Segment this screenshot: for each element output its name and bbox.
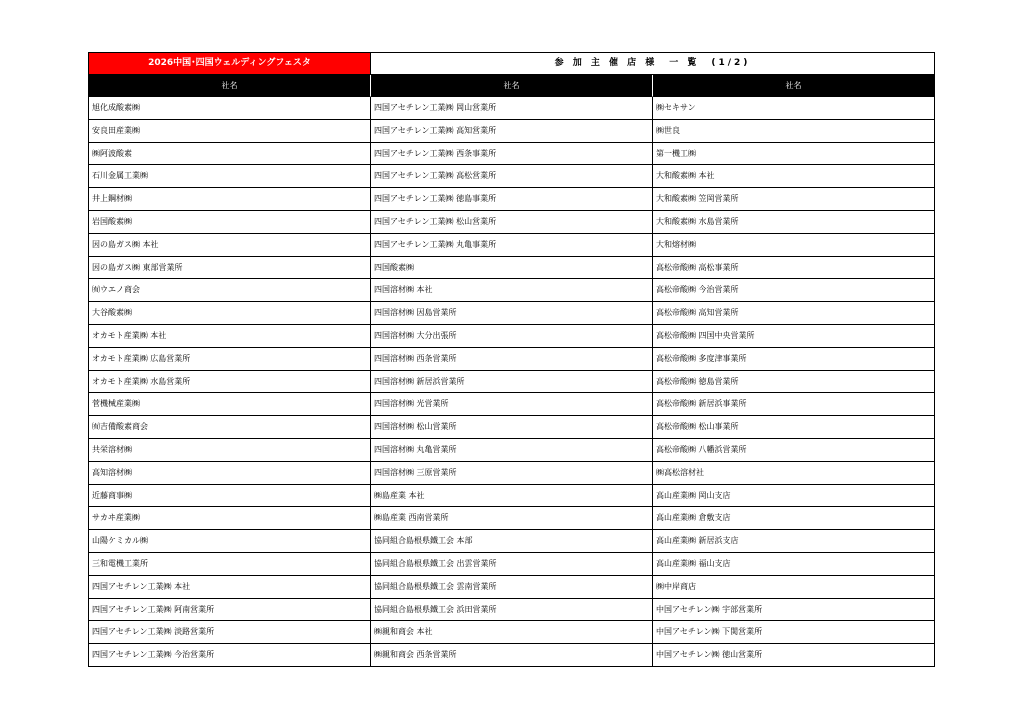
table-row [88,97,935,120]
table-row [88,553,935,576]
company-name-cell: 高松帝酸㈱ 今治営業所 [652,279,935,302]
table-row [88,165,935,188]
table-row [88,485,935,508]
table-row [88,621,935,644]
company-name-cell: 中国アセチレン㈱ 宇部営業所 [652,599,935,622]
company-name-cell: 四国アセチレン工業㈱ 高知営業所 [370,120,652,143]
table-row [88,576,935,599]
company-name-cell: 四国アセチレン工業㈱ 丸亀事業所 [370,234,652,257]
table-row [88,188,935,211]
company-name-cell: ㈱島産業 西南営業所 [370,507,652,530]
company-name-cell: 四国溶材㈱ 光営業所 [370,393,652,416]
table-row [88,393,935,416]
participant-list-sheet [88,52,935,667]
company-name-cell: 四国アセチレン工業㈱ 徳島事業所 [370,188,652,211]
company-name-cell: ㈱中岸商店 [652,576,935,599]
table-row [88,234,935,257]
company-name-cell: 中国アセチレン㈱ 下関営業所 [652,621,935,644]
company-name-cell: 因の島ガス㈱ 本社 [88,234,370,257]
company-name-cell: 中国アセチレン㈱ 徳山営業所 [652,644,935,667]
company-name-cell: ㈱セキサン [652,97,935,120]
company-name-cell: ㈲吉備酸素商会 [88,416,370,439]
company-name-cell: ㈲ウエノ商会 [88,279,370,302]
company-name-cell: ㈱阿波酸素 [88,143,370,166]
company-name-cell: 四国アセチレン工業㈱ 今治営業所 [88,644,370,667]
company-name-cell: ㈱親和商会 本社 [370,621,652,644]
table-row [88,462,935,485]
company-name-cell: 旭化成酸素㈱ [88,97,370,120]
company-name-cell: 菅機械産業㈱ [88,393,370,416]
company-name-cell: 四国アセチレン工業㈱ 本社 [88,576,370,599]
table-row [88,530,935,553]
company-name-cell: 四国溶材㈱ 丸亀営業所 [370,439,652,462]
company-name-cell: 四国アセチレン工業㈱ 高松営業所 [370,165,652,188]
company-name-cell: 大和酸素㈱ 水島営業所 [652,211,935,234]
list-title: 参 加 主 催 店 様 一 覧 (1/2) [370,52,935,75]
company-name-cell: ㈱島産業 本社 [370,485,652,508]
table-row [88,143,935,166]
company-name-cell: 高知溶材㈱ [88,462,370,485]
table-row [88,302,935,325]
company-name-cell: 共栄溶材㈱ [88,439,370,462]
company-name-cell: オカモト産業㈱ 広島営業所 [88,348,370,371]
company-name-cell: 四国アセチレン工業㈱ 松山営業所 [370,211,652,234]
company-name-cell: 大谷酸素㈱ [88,302,370,325]
company-name-cell: ㈱親和商会 西条営業所 [370,644,652,667]
company-name-cell: 高松帝酸㈱ 新居浜事業所 [652,393,935,416]
table-row [88,211,935,234]
company-name-cell: 高松帝酸㈱ 高松事業所 [652,257,935,280]
company-name-cell: 四国溶材㈱ 新居浜営業所 [370,371,652,394]
column-header: 社名 [88,75,370,97]
company-name-cell: 高松帝酸㈱ 高知営業所 [652,302,935,325]
table-row [88,599,935,622]
company-name-cell: 山陽ケミカル㈱ [88,530,370,553]
company-name-cell: ㈱世良 [652,120,935,143]
company-name-cell: 四国溶材㈱ 因島営業所 [370,302,652,325]
table-row [88,325,935,348]
company-name-cell: 三和電機工業所 [88,553,370,576]
table-row [88,416,935,439]
company-name-cell: 四国溶材㈱ 三原営業所 [370,462,652,485]
table-row [88,371,935,394]
company-name-cell: 安良田産業㈱ [88,120,370,143]
company-name-cell: 四国溶材㈱ 西条営業所 [370,348,652,371]
table-body [88,97,935,667]
company-name-cell: 高松帝酸㈱ 多度津事業所 [652,348,935,371]
company-name-cell: 高松帝酸㈱ 四国中央営業所 [652,325,935,348]
company-name-cell: 高山産業㈱ 福山支店 [652,553,935,576]
company-name-cell: 四国アセチレン工業㈱ 淡路営業所 [88,621,370,644]
company-name-cell: 協同組合島根県鐵工会 本部 [370,530,652,553]
company-name-cell: 協同組合島根県鐵工会 出雲営業所 [370,553,652,576]
company-name-cell: 石川金属工業㈱ [88,165,370,188]
company-name-cell: 四国溶材㈱ 松山営業所 [370,416,652,439]
company-name-cell: 大和酸素㈱ 本社 [652,165,935,188]
table-row [88,279,935,302]
title-row [88,52,935,75]
table-row [88,507,935,530]
company-name-cell: サカヰ産業㈱ [88,507,370,530]
table-row [88,348,935,371]
company-name-cell: 大和熔材㈱ [652,234,935,257]
column-header: 社名 [652,75,935,97]
company-name-cell: 高松帝酸㈱ 八幡浜営業所 [652,439,935,462]
table-row [88,120,935,143]
company-name-cell: オカモト産業㈱ 本社 [88,325,370,348]
table-row [88,257,935,280]
company-name-cell: ㈱高松溶材社 [652,462,935,485]
company-name-cell: 井上鋼材㈱ [88,188,370,211]
company-name-cell: 高山産業㈱ 倉敷支店 [652,507,935,530]
company-name-cell: 高山産業㈱ 新居浜支店 [652,530,935,553]
company-name-cell: 高松帝酸㈱ 徳島営業所 [652,371,935,394]
company-name-cell: 四国溶材㈱ 大分出張所 [370,325,652,348]
company-name-cell: 第一機工㈱ [652,143,935,166]
company-name-cell: 四国酸素㈱ [370,257,652,280]
header-row [88,75,935,97]
company-name-cell: 大和酸素㈱ 笠岡営業所 [652,188,935,211]
company-name-cell: 四国アセチレン工業㈱ 阿南営業所 [88,599,370,622]
company-name-cell: 近藤商事㈱ [88,485,370,508]
column-header: 社名 [370,75,652,97]
company-name-cell: 協同組合島根県鐵工会 浜田営業所 [370,599,652,622]
table-row [88,644,935,667]
company-name-cell: 岩国酸素㈱ [88,211,370,234]
company-name-cell: 四国アセチレン工業㈱ 岡山営業所 [370,97,652,120]
company-name-cell: 協同組合島根県鐵工会 雲南営業所 [370,576,652,599]
company-name-cell: 高山産業㈱ 岡山支店 [652,485,935,508]
table-row [88,439,935,462]
company-name-cell: 四国アセチレン工業㈱ 西条事業所 [370,143,652,166]
event-title: 2026中国･四国ウェルディングフェスタ [88,52,370,75]
company-name-cell: オカモト産業㈱ 水島営業所 [88,371,370,394]
company-name-cell: 高松帝酸㈱ 松山事業所 [652,416,935,439]
company-name-cell: 因の島ガス㈱ 東部営業所 [88,257,370,280]
company-name-cell: 四国溶材㈱ 本社 [370,279,652,302]
